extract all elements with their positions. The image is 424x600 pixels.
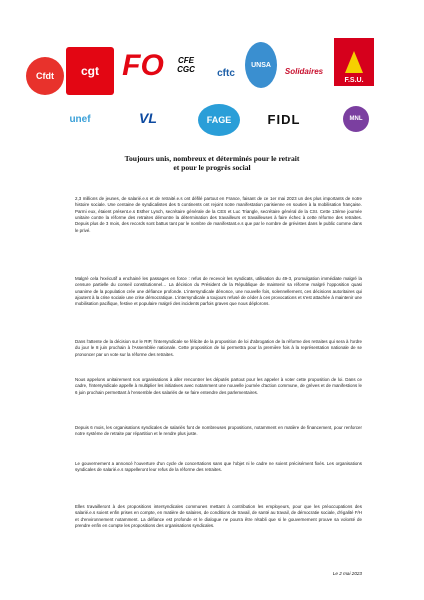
paragraph-4: Nous appelons unitairement nos organisations à aller rencontrer les députés partout pour les appeler à voter cette proposition de loi. Dans ce cadre, l'intersyndicale appelle à multiplier les initiatives avec notamment une nouvelle journée d'action commune, de grèves et de manifestions le 6 juin prochain permettant à l'ensemble des salariés de se faire entendre des parlementaires.: [75, 377, 362, 395]
mnl-logo: MNL: [343, 106, 369, 132]
cfdt-logo: Cfdt: [26, 57, 64, 95]
solidaires-logo: Solidaires: [280, 58, 328, 84]
fage-logo: FAGE: [198, 104, 240, 136]
document-title: [0, 154, 424, 172]
unef-logo: unef: [60, 110, 100, 128]
vl-logo: VL: [132, 104, 164, 132]
fo-logo: FO: [118, 40, 168, 92]
cftc-logo: cftc: [210, 60, 242, 86]
paragraph-6: Le gouvernement a annoncé l'ouverture d'un cycle de concertations sans que l'objet ni le cadre ne soient précisément fixés. Les organisations syndicales de salarié.e.s rappelleront leur refus de la réforme des retraites.: [75, 461, 362, 473]
paragraph-7: Elles travailleront à des propositions intersyndicales communes mettant à contribution les employeurs, pour que les préoccupations des salarié.e.s soient enfin prises en compte, en matière de salaires, de conditions de travail, de santé au travail, de démocratie sociale, d'égalité F/H et d'environnement notamment. La défiance est profonde et le dialogue ne pourra être rétabli que si le gouvernement prouve sa volonté de prendre enfin en compte les propositions des organisations syndicales.: [75, 504, 362, 529]
fsu-logo: F.S.U.: [334, 38, 374, 86]
document-date: Le 2 mai 2023: [332, 571, 362, 576]
paragraph-2: Malgré cela l'exécutif a enchainé les passages en force : refus de recevoir les syndicats, utilisation du 49-3, promulgation immédiate malgré la censure partielle du conseil constitutionnel… La décision du Président de la République de maintenir sa réforme malgré l'opposition quasi unanime de la population crée une défiance profonde. L'intersyndicale dénonce, une nouvelle fois, solennellement, ces décisions autoritaires qui ajoutent à la crise sociale une crise démocratique. L'intersyndicale a toujours refusé de céder à ces provocations et s'est attachée à maintenir une mobilisation pacifique, festive et populaire malgré des incidents parfois graves que nous déplorons.: [75, 276, 362, 307]
fidl-logo: FIDL: [262, 108, 306, 130]
union-logos-banner: [0, 0, 424, 127]
paragraph-3: Dans l'attente de la décision sur le RIP, l'intersyndicale se félicite de la proposition de loi d'abrogation de la réforme des retraites qui sera à l'ordre du jour le 8 juin prochain à l'Assemblée nationale. Cette proposition de loi permettra pour la première fois à la représentation nationale de se prononcer par un vote sur la réforme des retraites.: [75, 339, 362, 357]
paragraph-5: Depuis 6 mois, les organisations syndicales de salariés font de nombreuses propositions, notamment en matière de financement, pour renforcer notre système de retraite par répartition et le rendre plus juste.: [75, 425, 362, 437]
fsu-emblem: [345, 51, 363, 73]
paragraph-1: 2,3 millions de jeunes, de salarié.e.s et de retraité.e.s ont défilé partout en France, faisant de ce 1er mai 2023 un des plus importants de notre histoire sociale. Une centaine de syndicalistes des 5 continents ont rejoint notre manifestation parisienne en soutien à la mobilisation française. Parmi eux, étaient présent.e.s Esther Lynch, secrétaire générale de la CES et Luc Triangle, secrétaire général de la CSI. Cette 13ème journée unitaire contre la réforme des retraites démontre la détermination des travailleurs et travailleuses à faire échec à cette réforme des retraites. Depuis plus de 3 mois, des records sont battus tant par le nombre de manifestant.e.s que par le nombre de grévistes dans le public comme dans le privé.: [75, 196, 362, 233]
title-line-1: Toujours unis, nombreux et déterminés pour le retrait: [124, 154, 300, 163]
cfecgc-logo: CFE CGC: [170, 40, 202, 90]
unsa-logo: UNSA: [245, 42, 277, 88]
title-line-2: et pour le progrès social: [173, 163, 251, 172]
cgt-logo: cgt: [66, 47, 114, 95]
